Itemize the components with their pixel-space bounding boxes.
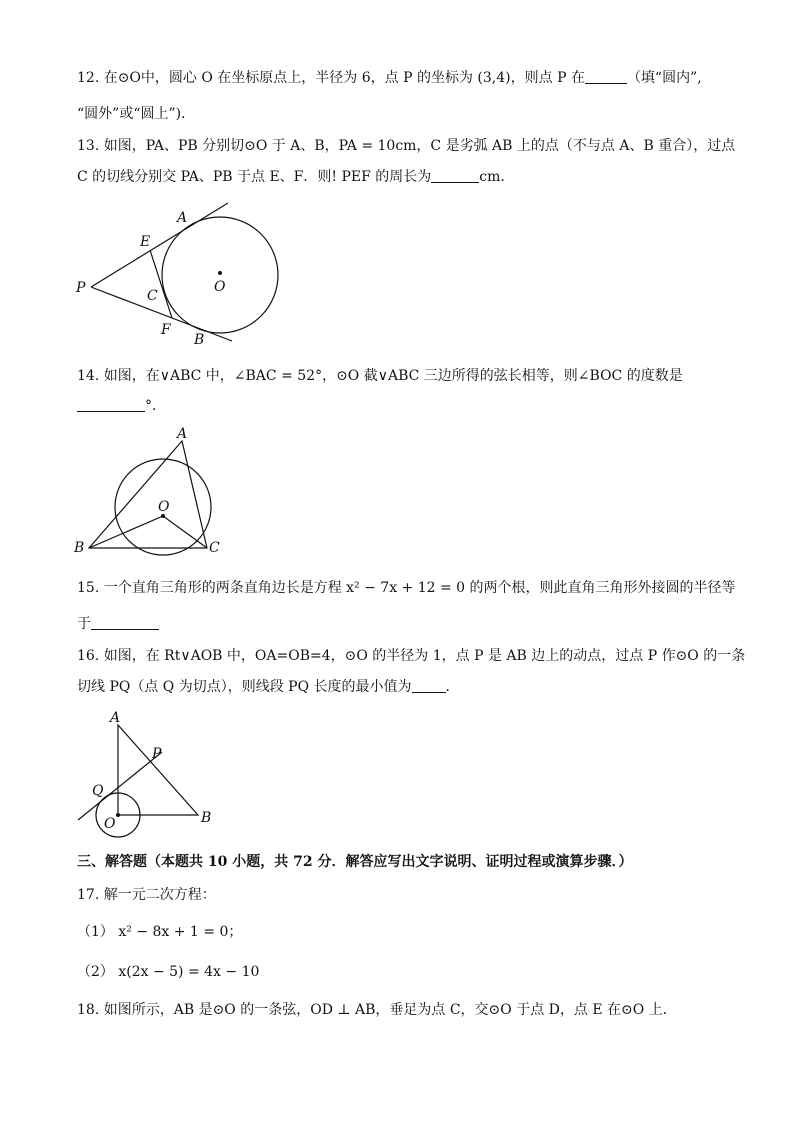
q15-text: 于 [77, 616, 91, 632]
q14-line1: 14. 如图，在∨ABC 中，∠BAC = 52°，⊙O 截∨ABC 三边所得的弦长相等，则∠BOC 的度数是 [77, 368, 683, 384]
q14-label-a: A [177, 426, 188, 442]
q13-tail: cm． [479, 169, 515, 185]
q16-tail: ． [445, 679, 460, 695]
section3-heading: 三、解答题（本题共 10 小题，共 72 分．解答应写出文字说明、证明过程或演算步骤．） [77, 854, 633, 870]
q13-label-e: E [140, 234, 151, 250]
q14-label-c: C [209, 540, 220, 556]
q17-part1: （1） x² − 8x + 1 = 0； [77, 924, 243, 940]
q17-title: 17. 解一元二次方程： [77, 887, 216, 903]
q16-triangle-aob [118, 725, 198, 815]
q16-label-p: P [152, 746, 162, 762]
q15-line1: 15. 一个直角三角形的两条直角边长是方程 x² − 7x + 12 = 0 的两个根，则此直角三角形外接圆的半径等 [77, 580, 736, 596]
q14-label-o: O [158, 499, 170, 515]
q13-label-a: A [177, 210, 188, 226]
q16-line1: 16. 如图，在 Rt∨AOB 中，OA=OB=4，⊙O 的半径为 1，点 P 是 AB 边上的动点，过点 P 作⊙O 的一条 [77, 648, 746, 664]
q13-line1: 13. 如图，PA、PB 分别切⊙O 于 A、B，PA = 10cm，C 是劣弧 AB 上的点（不与点 A、B 重合），过点 [77, 138, 736, 154]
q12-line2: “圆外”或“圆上”)． [77, 106, 196, 122]
q17-part2: （2） x(2x − 5) = 4x − 10 [77, 964, 260, 980]
q12-text: 12. 在⊙O中，圆心 O 在坐标原点上，半径为 6，点 P 的坐标为 (3,4)，则点 P 在 [77, 70, 585, 86]
q16-label-q: Q [92, 783, 104, 799]
q13-text: C 的切线分别交 PA、PB 于点 E、F．则! PEF 的周长为 [77, 169, 432, 185]
q16-label-a: A [110, 710, 121, 726]
q13-label-f: F [161, 322, 171, 338]
q13-label-p: P [76, 280, 86, 296]
q16-center-dot [116, 813, 120, 817]
q13-label-o: O [214, 279, 226, 295]
q14-tail: °． [145, 398, 166, 414]
q13-label-c: C [147, 288, 158, 304]
q13-label-b: B [194, 332, 205, 348]
q14-label-b: B [74, 540, 85, 556]
q16-label-o: O [104, 816, 116, 832]
q16-text: 切线 PQ（点 Q 为切点），则线段 PQ 长度的最小值为 [77, 679, 412, 695]
q18-line1: 18. 如图所示，AB 是⊙O 的一条弦，OD ⊥ AB，垂足为点 C，交⊙O 于点 D，点 E 在⊙O 上． [77, 1002, 677, 1018]
q16-label-b: B [201, 810, 212, 826]
q12-tail: （填“圆内”, [626, 70, 702, 86]
q16-tangent-pq [78, 752, 162, 820]
